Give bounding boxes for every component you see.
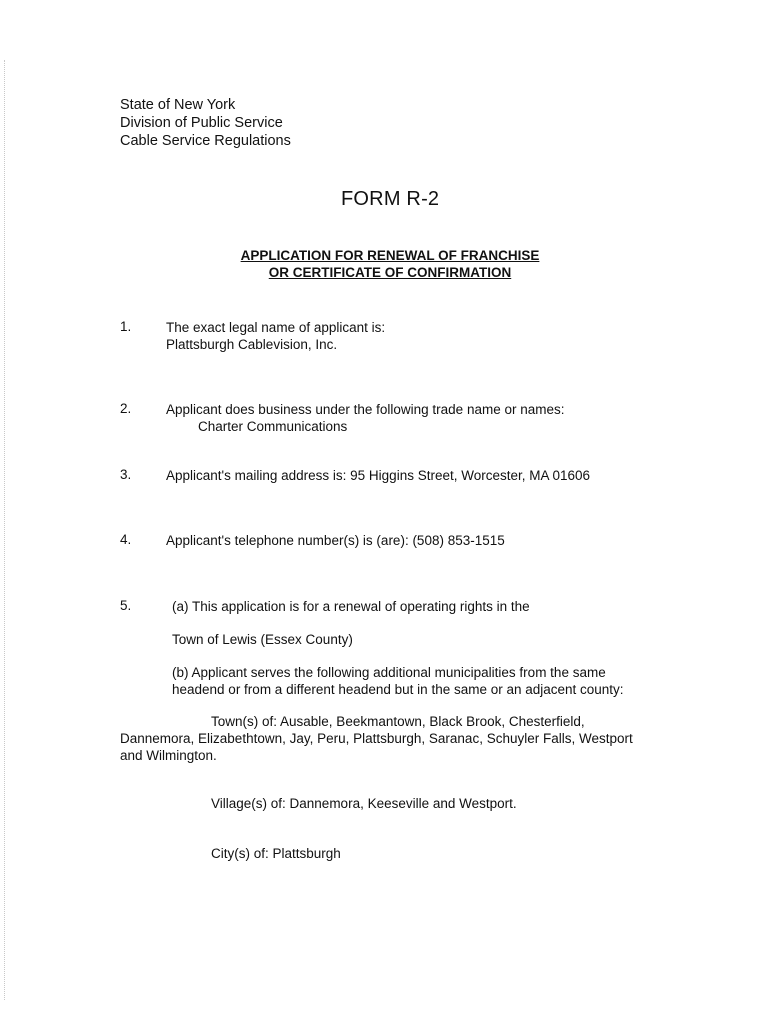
application-title-line1: APPLICATION FOR RENEWAL OF FRANCHISE <box>240 248 540 263</box>
item-5a-text: (a) This application is for a renewal of operating rights in the <box>172 599 530 614</box>
item-4-number: 4. <box>120 532 132 547</box>
item-1-label: The exact legal name of applicant is: <box>166 320 386 335</box>
application-title <box>200 247 580 281</box>
villages-line: Village(s) of: Dannemora, Keeseville and Westport. <box>211 796 517 811</box>
header-state: State of New York <box>120 97 236 113</box>
item-5b-line2: headend or from a different headend but in the same or an adjacent county: <box>172 682 624 697</box>
form-title: FORM R-2 <box>341 188 440 210</box>
item-1-number: 1. <box>120 319 132 334</box>
item-1-value: Plattsburgh Cablevision, Inc. <box>166 337 338 352</box>
towns-line2: Dannemora, Elizabethtown, Jay, Peru, Plattsburgh, Saranac, Schuyler Falls, Westport <box>120 731 633 746</box>
cities-line: City(s) of: Plattsburgh <box>211 846 341 861</box>
item-2-value: Charter Communications <box>198 419 348 434</box>
item-5-number: 5. <box>120 598 132 613</box>
item-2-label: Applicant does business under the following trade name or names: <box>166 402 565 417</box>
agency-header <box>120 96 291 150</box>
item-2-number: 2. <box>120 401 132 416</box>
item-4-text: Applicant's telephone number(s) is (are): (508) 853-1515 <box>166 533 505 548</box>
item-3-text: Applicant's mailing address is: 95 Higgins Street, Worcester, MA 01606 <box>166 468 591 483</box>
towns-line1: Town(s) of: Ausable, Beekmantown, Black Brook, Chesterfield, <box>211 714 585 729</box>
item-3-number: 3. <box>120 467 132 482</box>
application-title-line2: OR CERTIFICATE OF CONFIRMATION <box>268 265 512 280</box>
scan-edge-marks <box>4 60 6 1000</box>
towns-line3: and Wilmington. <box>120 748 217 763</box>
header-regulations: Cable Service Regulations <box>120 133 291 149</box>
item-5a-value: Town of Lewis (Essex County) <box>172 632 353 647</box>
header-division: Division of Public Service <box>120 115 283 131</box>
item-5b-line1: (b) Applicant serves the following additional municipalities from the same <box>172 665 606 680</box>
